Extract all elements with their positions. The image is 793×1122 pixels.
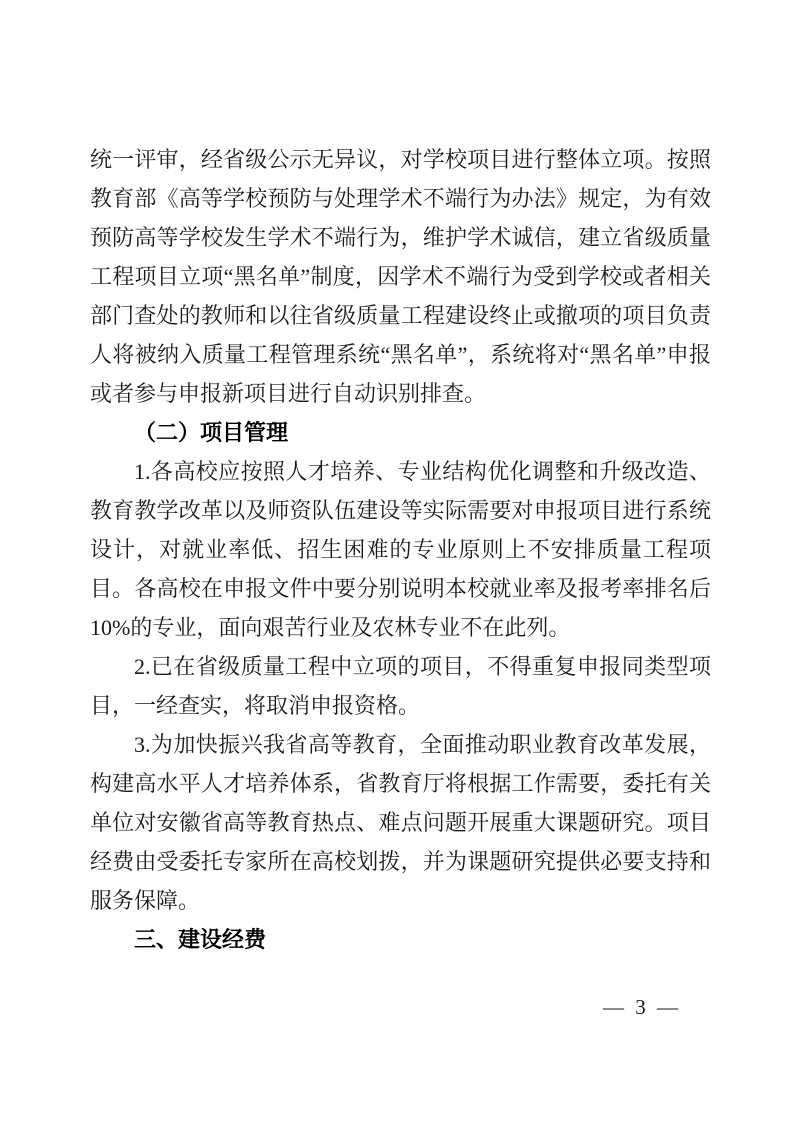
subsection-heading: （二）项目管理: [134, 420, 289, 445]
document-body: [90, 140, 711, 959]
paragraph: 2.已在省级质量工程中立项的项目，不得重复申报同类型项目，一经查实，将取消申报资格。: [90, 654, 711, 718]
paragraph: 统一评审，经省级公示无异议，对学校项目进行整体立项。按照教育部《高等学校预防与处理学术不端行为办法》规定，为有效预防高等学校发生学术不端行为，维护学术诚信，建立省级质量工程项目立项“黑名单”制度，因学术不端行为受到学校或者相关部门查处的教师和以往省级质量工程建设终止或撤项的项目负责人将被纳入质量工程管理系统“黑名单”，系统将对“黑名单”申报或者参与申报新项目进行自动识别排查。: [90, 147, 711, 406]
page-number: — 3 —: [603, 995, 681, 1019]
paragraph: 1.各高校应按照人才培养、专业结构优化调整和升级改造、教育教学改革以及师资队伍建设等实际需要对申报项目进行系统设计，对就业率低、招生困难的专业原则上不安排质量工程项目。各高校在申报文件中要分别说明本校就业率及报考率排名后 10%的专业，面向艰苦行业及农林专业不在此列。: [90, 459, 711, 640]
section-heading: 三、建设经费: [134, 927, 267, 952]
paragraph: 3.为加快振兴我省高等教育，全面推动职业教育改革发展，构建高水平人才培养体系，省教育厅将根据工作需要，委托有关单位对安徽省高等教育热点、难点问题开展重大课题研究。项目经费由受委托专家所在高校划拨，并为课题研究提供必要支持和服务保障。: [90, 732, 711, 913]
